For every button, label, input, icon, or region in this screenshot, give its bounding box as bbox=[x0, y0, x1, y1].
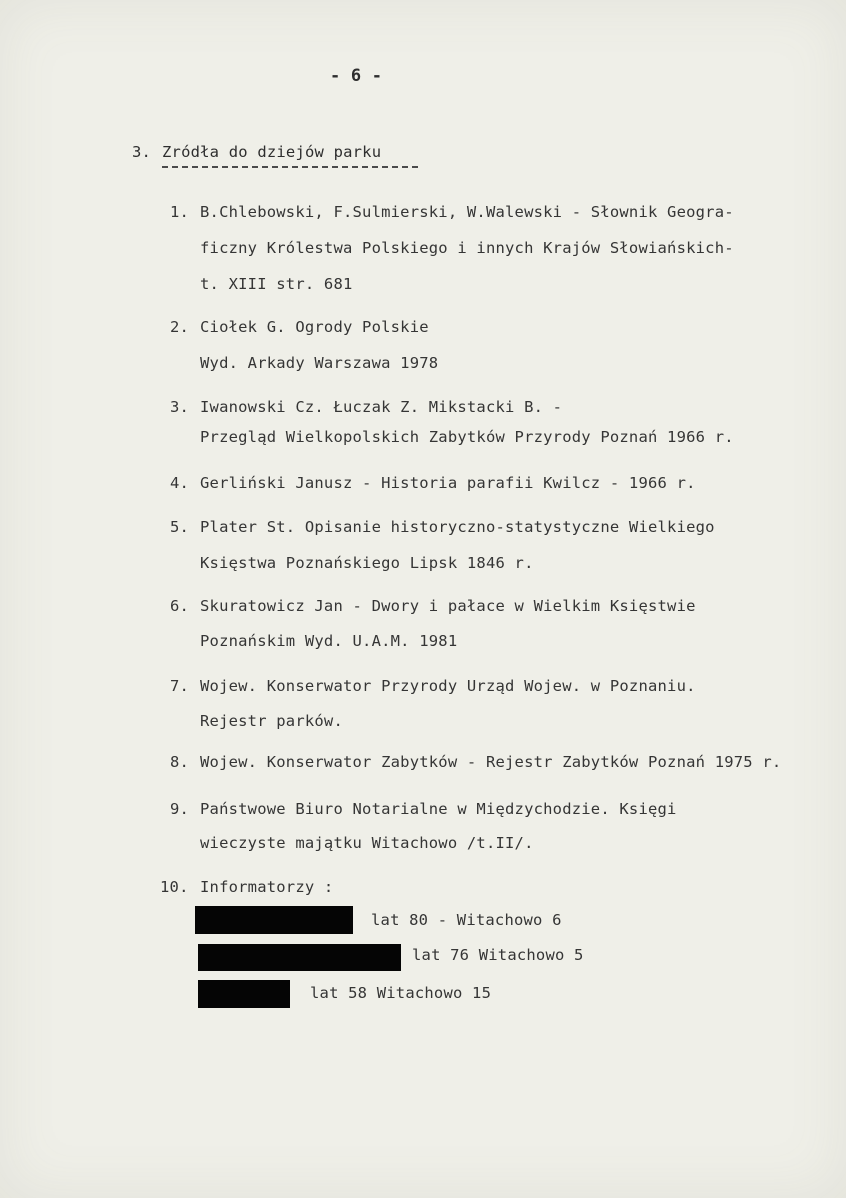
item-line: Księstwa Poznańskiego Lipsk 1846 r. bbox=[200, 554, 534, 572]
item-line: Informatorzy : bbox=[200, 878, 334, 896]
item-line: B.Chlebowski, F.Sulmierski, W.Walewski - Słownik Geogra- bbox=[200, 203, 734, 221]
item-line: t. XIII str. 681 bbox=[200, 275, 353, 293]
bibliography-item-5 bbox=[170, 518, 715, 536]
item-line: Przegląd Wielkopolskich Zabytków Przyrody Poznań 1966 r. bbox=[200, 428, 734, 446]
item-number: 1. bbox=[170, 203, 190, 221]
item-line: Iwanowski Cz. Łuczak Z. Mikstacki B. - bbox=[200, 398, 563, 416]
item-line: wieczyste majątku Witachowo /t.II/. bbox=[200, 834, 534, 852]
bibliography-item-10 bbox=[160, 878, 333, 896]
section-heading bbox=[132, 143, 381, 161]
informant-line: lat 58 Witachowo 15 bbox=[310, 984, 492, 1002]
bibliography-item-2 bbox=[170, 318, 429, 336]
item-number: 5. bbox=[170, 518, 190, 536]
item-line: Poznańskim Wyd. U.A.M. 1981 bbox=[200, 632, 458, 650]
redaction-bar bbox=[195, 906, 353, 934]
item-number: 9. bbox=[170, 800, 190, 818]
item-line: Państwowe Biuro Notarialne w Międzychodzie. Księgi bbox=[200, 800, 677, 818]
item-number: 6. bbox=[170, 597, 190, 615]
item-number: 10. bbox=[160, 878, 189, 896]
item-line: ficzny Królestwa Polskiego i innych Krajów Słowiańskich- bbox=[200, 239, 734, 257]
item-line: Wyd. Arkady Warszawa 1978 bbox=[200, 354, 439, 372]
item-number: 8. bbox=[170, 753, 190, 771]
bibliography-item-3 bbox=[170, 398, 562, 416]
section-underline bbox=[162, 166, 418, 168]
item-line: Skuratowicz Jan - Dwory i pałace w Wielkim Księstwie bbox=[200, 597, 696, 615]
bibliography-item-8 bbox=[170, 753, 781, 771]
redaction-bar bbox=[198, 980, 290, 1008]
item-line: Plater St. Opisanie historyczno-statystyczne Wielkiego bbox=[200, 518, 715, 536]
section-number: 3. bbox=[132, 143, 152, 161]
informant-line: lat 76 Witachowo 5 bbox=[412, 946, 584, 964]
item-line: Ciołek G. Ogrody Polskie bbox=[200, 318, 429, 336]
item-line: Rejestr parków. bbox=[200, 712, 343, 730]
informant-line: lat 80 - Witachowo 6 bbox=[371, 911, 562, 929]
bibliography-item-4 bbox=[170, 474, 696, 492]
item-number: 7. bbox=[170, 677, 190, 695]
bibliography-item-6 bbox=[170, 597, 696, 615]
bibliography-item-7 bbox=[170, 677, 696, 695]
section-title: Zródła do dziejów parku bbox=[162, 143, 382, 161]
bibliography-item-9 bbox=[170, 800, 677, 818]
item-line: Gerliński Janusz - Historia parafii Kwilcz - 1966 r. bbox=[200, 474, 696, 492]
item-number: 2. bbox=[170, 318, 190, 336]
redaction-bar bbox=[198, 944, 401, 971]
item-line: Wojew. Konserwator Zabytków - Rejestr Zabytków Poznań 1975 r. bbox=[200, 753, 782, 771]
page-number: - 6 - bbox=[330, 66, 383, 86]
item-number: 3. bbox=[170, 398, 190, 416]
bibliography-item-1 bbox=[170, 203, 734, 221]
item-number: 4. bbox=[170, 474, 190, 492]
item-line: Wojew. Konserwator Przyrody Urząd Wojew. w Poznaniu. bbox=[200, 677, 696, 695]
